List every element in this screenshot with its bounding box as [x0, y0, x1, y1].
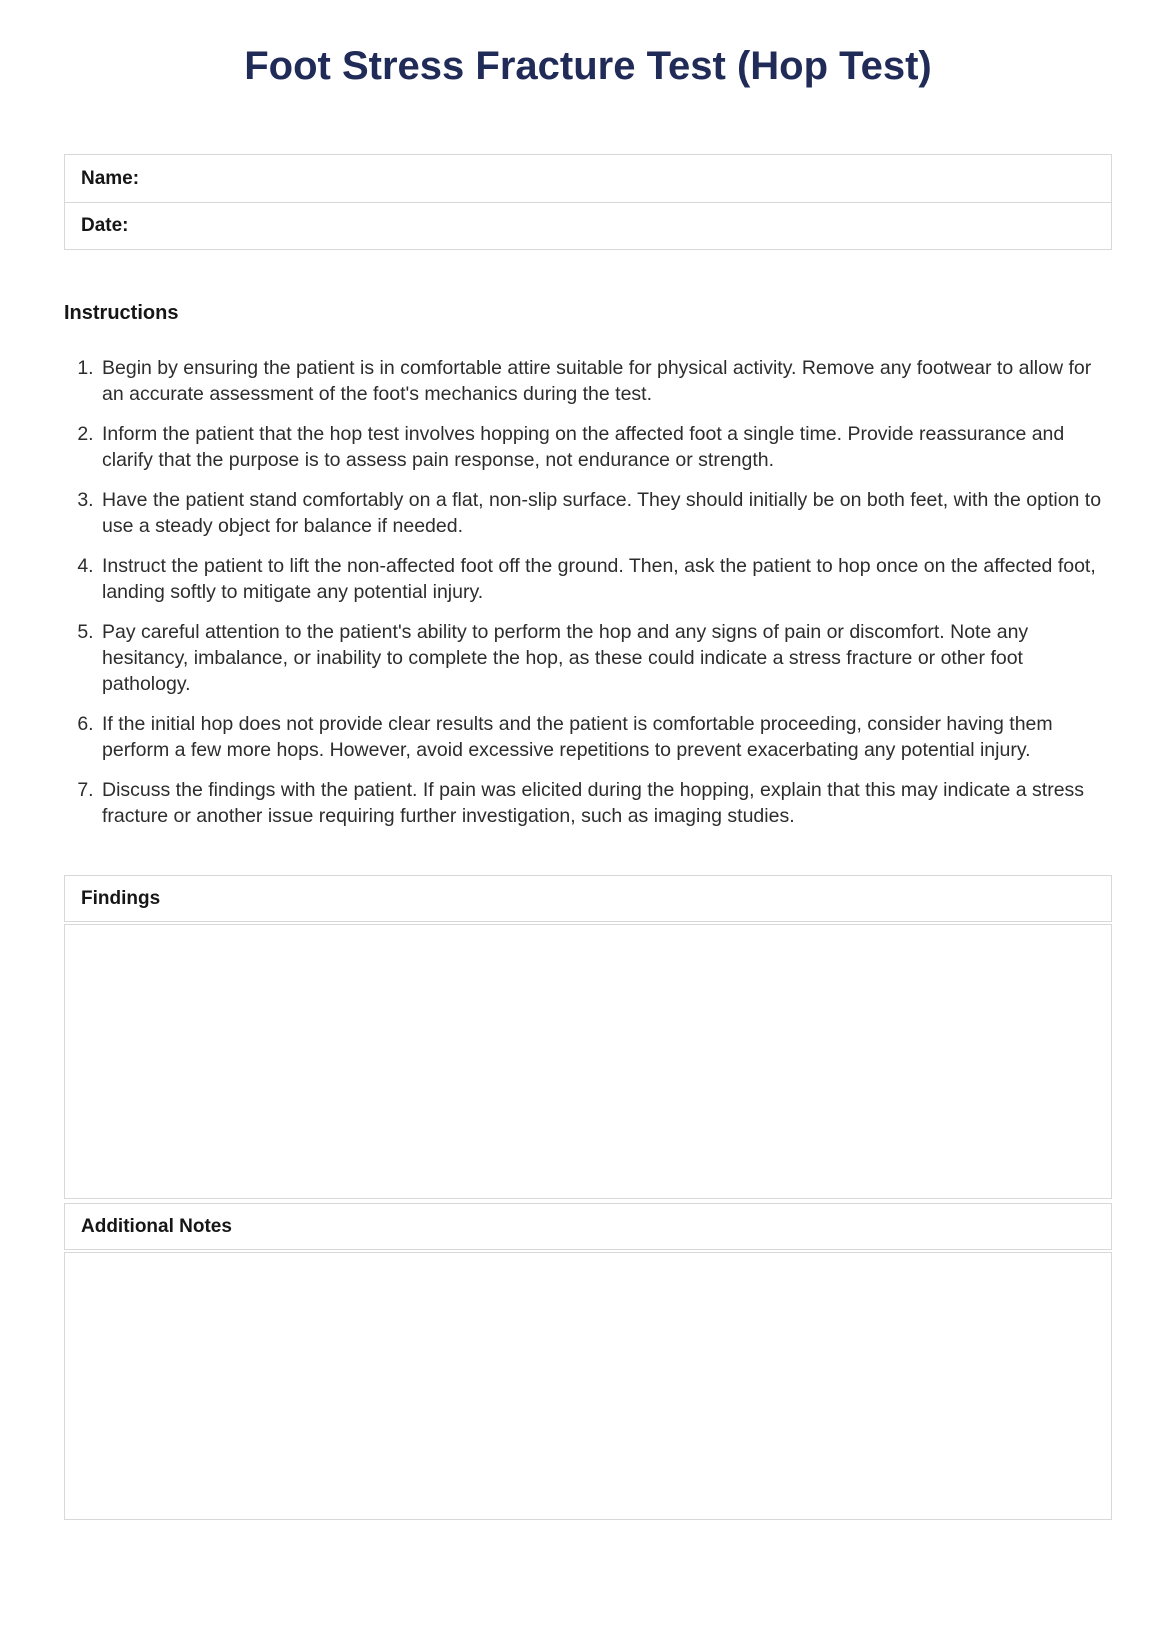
date-label: Date: [81, 215, 129, 236]
name-label: Name: [81, 167, 140, 189]
instructions-list [64, 355, 1112, 829]
instruction-item: 5. Pay careful attention to the patient's ability to perform the hop and any signs of pain or discomfort. Note any hesitancy, imbalance, or inability to complete the hop, as these could indicate a stress fracture or other foot pathology. [99, 619, 1112, 697]
additional-notes-header [64, 1203, 1112, 1250]
findings-section [64, 875, 1112, 1199]
date-field-row [65, 202, 1111, 249]
instruction-item: 3. Have the patient stand comfortably on a flat, non-slip surface. They should initially be on both feet, with the option to use a steady object for balance if needed. [99, 487, 1112, 539]
findings-input-area[interactable] [64, 924, 1112, 1199]
instruction-item: 7. Discuss the findings with the patient. If pain was elicited during the hopping, explain that this may indicate a stress fracture or another issue requiring further investigation, such as imaging studies. [99, 777, 1112, 829]
instruction-item: 4. Instruct the patient to lift the non-affected foot off the ground. Then, ask the patient to hop once on the affected foot, landing softly to mitigate any potential injury. [99, 553, 1112, 605]
name-field-row [65, 155, 1111, 202]
name-input-area[interactable] [139, 155, 1095, 202]
page-title: Foot Stress Fracture Test (Hop Test) [244, 44, 932, 88]
instruction-item: 6. If the initial hop does not provide clear results and the patient is comfortable proceeding, consider having them perform a few more hops. However, avoid excessive repetitions to prevent exacerbating any potential injury. [99, 711, 1112, 763]
instruction-item: 2. Inform the patient that the hop test involves hopping on the affected foot a single time. Provide reassurance and clarify that the purpose is to assess pain response, not endurance or strength. [99, 421, 1112, 473]
additional-notes-input-area[interactable] [64, 1252, 1112, 1520]
additional-notes-heading: Additional Notes [81, 1215, 232, 1237]
instruction-item: 1. Begin by ensuring the patient is in comfortable attire suitable for physical activity. Remove any footwear to allow for an accurate assessment of the foot's mechanics during the test. [99, 355, 1112, 407]
findings-heading: Findings [81, 887, 161, 909]
additional-notes-section [64, 1203, 1112, 1520]
patient-id-table [64, 154, 1112, 250]
findings-header [64, 875, 1112, 922]
date-input-area[interactable] [129, 203, 1095, 249]
instructions-heading: Instructions [64, 302, 179, 324]
